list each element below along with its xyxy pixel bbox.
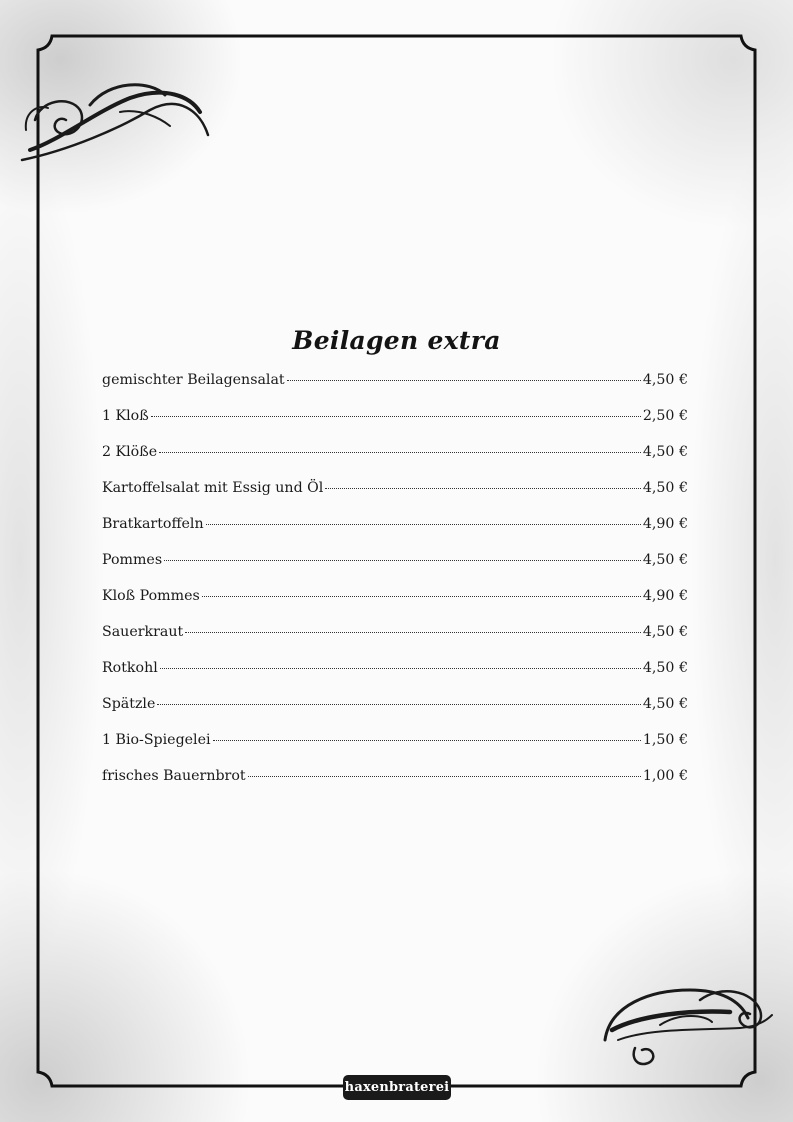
item-price: 4,90 € xyxy=(642,588,688,604)
list-item xyxy=(102,588,688,624)
list-item xyxy=(102,516,688,552)
item-price: 4,50 € xyxy=(642,480,688,496)
dot-leader xyxy=(157,704,640,705)
list-item xyxy=(102,660,688,696)
item-price: 4,90 € xyxy=(642,516,688,532)
bottom-right-flourish-icon xyxy=(605,990,772,1064)
item-price: 1,00 € xyxy=(642,768,688,784)
dot-leader xyxy=(185,632,641,633)
item-price: 4,50 € xyxy=(642,552,688,568)
dot-leader xyxy=(159,452,641,453)
item-name: Kartoffelsalat mit Essig und Öl xyxy=(102,480,324,496)
dot-leader xyxy=(206,524,641,525)
brand-logo: haxenbraterei xyxy=(343,1075,451,1100)
item-name: Sauerkraut xyxy=(102,624,184,640)
item-price: 4,50 € xyxy=(642,696,688,712)
item-name: 2 Klöße xyxy=(102,444,158,460)
item-name: frisches Bauernbrot xyxy=(102,768,246,784)
item-name: Spätzle xyxy=(102,696,156,712)
list-item xyxy=(102,624,688,660)
list-item xyxy=(102,768,688,804)
dot-leader xyxy=(202,596,641,597)
list-item xyxy=(102,372,688,408)
list-item xyxy=(102,480,688,516)
item-name: Bratkartoffeln xyxy=(102,516,204,532)
top-left-flourish-icon xyxy=(22,85,208,160)
item-name: Pommes xyxy=(102,552,163,568)
dot-leader xyxy=(213,740,641,741)
list-item xyxy=(102,732,688,768)
item-price: 4,50 € xyxy=(642,444,688,460)
list-item xyxy=(102,408,688,444)
item-name: 1 Bio-Spiegelei xyxy=(102,732,211,748)
page-title: Beilagen extra xyxy=(292,326,501,355)
dot-leader xyxy=(151,416,641,417)
dot-leader xyxy=(248,776,641,777)
list-item xyxy=(102,552,688,588)
dot-leader xyxy=(160,668,641,669)
side-dish-list xyxy=(102,372,688,804)
item-name: gemischter Beilagensalat xyxy=(102,372,285,388)
dot-leader xyxy=(287,380,641,381)
list-item xyxy=(102,696,688,732)
item-name: Rotkohl xyxy=(102,660,158,676)
item-price: 4,50 € xyxy=(642,624,688,640)
item-name: 1 Kloß xyxy=(102,408,149,424)
item-price: 4,50 € xyxy=(642,372,688,388)
dot-leader xyxy=(164,560,641,561)
dot-leader xyxy=(325,488,641,489)
item-name: Kloß Pommes xyxy=(102,588,200,604)
item-price: 2,50 € xyxy=(642,408,688,424)
item-price: 1,50 € xyxy=(642,732,688,748)
item-price: 4,50 € xyxy=(642,660,688,676)
list-item xyxy=(102,444,688,480)
